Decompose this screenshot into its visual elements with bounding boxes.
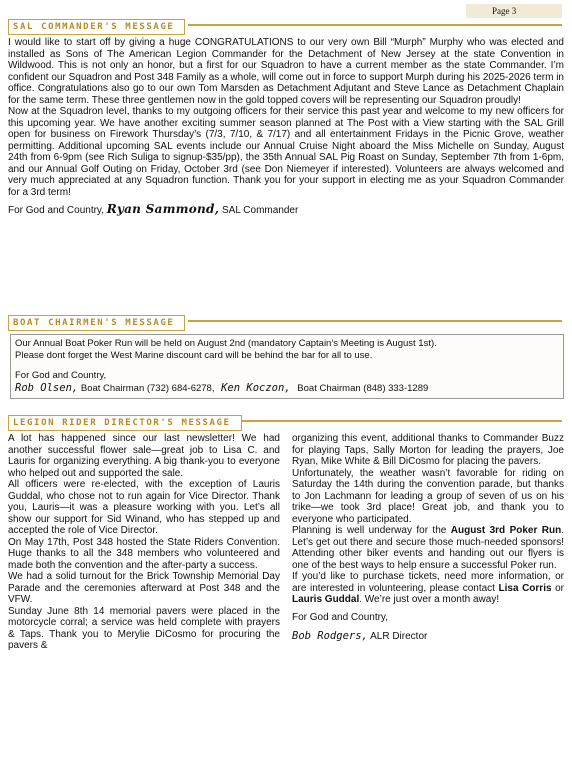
boat-chairmen-section xyxy=(8,312,564,399)
boat-signatures xyxy=(15,382,557,395)
alr-contact-name-1: Lisa Corris xyxy=(498,582,552,594)
alr-p3-text-pre: Planning is well underway for the xyxy=(292,525,451,536)
sal-signature xyxy=(8,202,564,216)
boat-signer-1-name: Rob Olsen, xyxy=(15,382,79,394)
alr-left-paragraph-2: All officers were re-elected, with the exception of Lauris Guddal, who chose not to run again for Vice Director. Thank you, Lauris—it was a pleasure working with you. Let’s all show our support for Sid Winand, who has stepped up and accepted the role of Vice Director. xyxy=(8,479,280,536)
boat-signer-1-title: Boat Chairman (732) 684-6278, xyxy=(80,383,215,394)
boat-closing: For God and Country, xyxy=(15,370,107,381)
alr-right-paragraph-1: organizing this event, additional thanks to Commander Buzz for playing Taps, Sally Morton for leading the prayers, Joe Ryan, Mike White & Bill DiCosmo for placing the pavers. xyxy=(292,433,564,467)
alr-columns xyxy=(8,433,564,652)
sal-header: SAL COMMANDER'S MESSAGE xyxy=(8,19,185,35)
alr-p3-text-post: . Let’s get out there and secure those much-needed sponsors! Attending other biker events and handing out our flyers is one of the best ways to help ensure a successful Poker run. xyxy=(292,525,564,571)
boat-line-1: Our Annual Boat Poker Run will be held on August 2nd (mandatory Captain’s Meeting is August 1st). xyxy=(15,338,437,349)
boat-signer-2-name: Ken Koczon, xyxy=(221,382,291,394)
boat-header-rule xyxy=(188,320,562,322)
alr-signer-title: ALR Director xyxy=(370,631,428,642)
boat-signer-2-title: Boat Chairman (848) 333-1289 xyxy=(297,383,429,394)
boat-header: BOAT CHAIRMEN'S MESSAGE xyxy=(8,315,185,331)
alr-left-paragraph-3: On May 17th, Post 348 hosted the State Riders Convention. Huge thanks to all the 348 members who volunteered and made both the convention and the after-party a success. xyxy=(8,536,280,571)
sal-commander-section xyxy=(8,16,564,216)
alr-contact-name-2: Lauris Guddal xyxy=(292,594,360,605)
boat-message-box xyxy=(10,334,564,399)
boat-line-2: Please dont forget the West Marine discount card will be behind the bar for all to use. xyxy=(15,350,373,361)
page-number: Page 3 xyxy=(466,4,562,18)
alr-closing: For God and Country, xyxy=(292,611,388,623)
sal-closing: For God and Country, xyxy=(8,205,104,216)
sal-body xyxy=(8,37,564,198)
alr-left-paragraph-5: Sunday June 8th 14 memorial pavers were placed in the motorcycle corral; a service was held complete with prayers & Taps. Thank you to Merylie DiCosmo for procuring the pavers & xyxy=(8,605,280,651)
alr-signer-name: Bob Rodgers, xyxy=(292,630,368,642)
alr-p4-text-mid: or xyxy=(551,582,565,594)
alr-header-rule xyxy=(188,420,562,422)
alr-right-paragraph-2: Unfortunately, the weather wasn’t favorable for riding on Saturday the 14th during the convention parade, but thanks to Jon Lachmann for leading a group of seven of us on his trike—we took 3rd place! Great job, and thank you to everyone who participated. xyxy=(292,467,564,525)
boat-header-row xyxy=(8,312,564,330)
alr-p4-text-post: . We’re just over a month away! xyxy=(359,594,500,605)
alr-left-column xyxy=(8,433,280,652)
legion-rider-section xyxy=(8,412,564,652)
sal-header-row xyxy=(8,16,564,34)
sal-signer-title: SAL Commander xyxy=(222,205,299,216)
alr-right-paragraph-4 xyxy=(292,571,564,606)
alr-left-paragraph-1: A lot has happened since our last newsletter! We had another successful flower sale—great job to Lisa C. and Lauris for organizing everything. A big thank-you to everyone who helped out and supported the sale. xyxy=(8,433,280,479)
alr-p4-text-pre: If you’d like to purchase tickets, need more information, or are interested in volunteering, please contact xyxy=(292,571,564,594)
sal-header-rule xyxy=(188,24,562,26)
alr-signature xyxy=(292,631,564,643)
alr-right-paragraph-3 xyxy=(292,525,564,571)
alr-header-row xyxy=(8,412,564,430)
sal-paragraph-2: Now at the Squadron level, thanks to my outgoing officers for their service this past year and welcome to my new officers for this upcoming year. We have another exciting summer season planned at The Post with a View starting with the SAL Grill open for business on Firework Thursday’s (7/3, 7/10, & 7/17) and all entertainment Fridays in the Picnic Grove, weather permitting. Additional upcoming SAL events include our Annual Cruise Night aboard the Miss Michelle on Sunday, August 24th from 6-9pm (see Rich Suliga to signup-$35/pp), the 35th Annual SAL Pig Roast on Sunday, September 7th from 1-6pm, and our Annual Golf Outing on Friday, October 3rd (see Don Niemeyer if interested). Volunteers are always welcomed and very much appreciated at any Squadron function. Thank you for your support in electing me as your Squadron Commander for a 3rd term! xyxy=(8,106,564,198)
alr-left-paragraph-4: We had a solid turnout for the Brick Township Memorial Day Parade and the ceremonies afterward at Post 348 and the VFW. xyxy=(8,571,280,605)
alr-poker-run-highlight: August 3rd Poker Run xyxy=(450,525,562,536)
alr-header: LEGION RIDER DIRECTOR'S MESSAGE xyxy=(8,415,242,431)
alr-right-column xyxy=(292,433,564,652)
sal-signer-name: Ryan Sammond, xyxy=(106,202,220,216)
sal-paragraph-1: I would like to start off by giving a huge CONGRATULATIONS to our very own Bill “Murph” Murphy who was elected and installed as Sons of The American Legion Commander for the Detachment of New Jersey at the state Convention in Wildwood. This is not only an honor, but a first for our Squadron to have a current member as the state Commander. I’m confident our Squadron and Post 348 Family as a whole, will come out in force to support Murph during his 2025-2026 term in office. Congratulations also go to our own Tom Marsden as Detachment Adjutant and Steve Lance as Detachment Chaplain for the same term. These three gentlemen now in the gold topped covers will be representing our Squadron proudly! xyxy=(8,37,564,106)
